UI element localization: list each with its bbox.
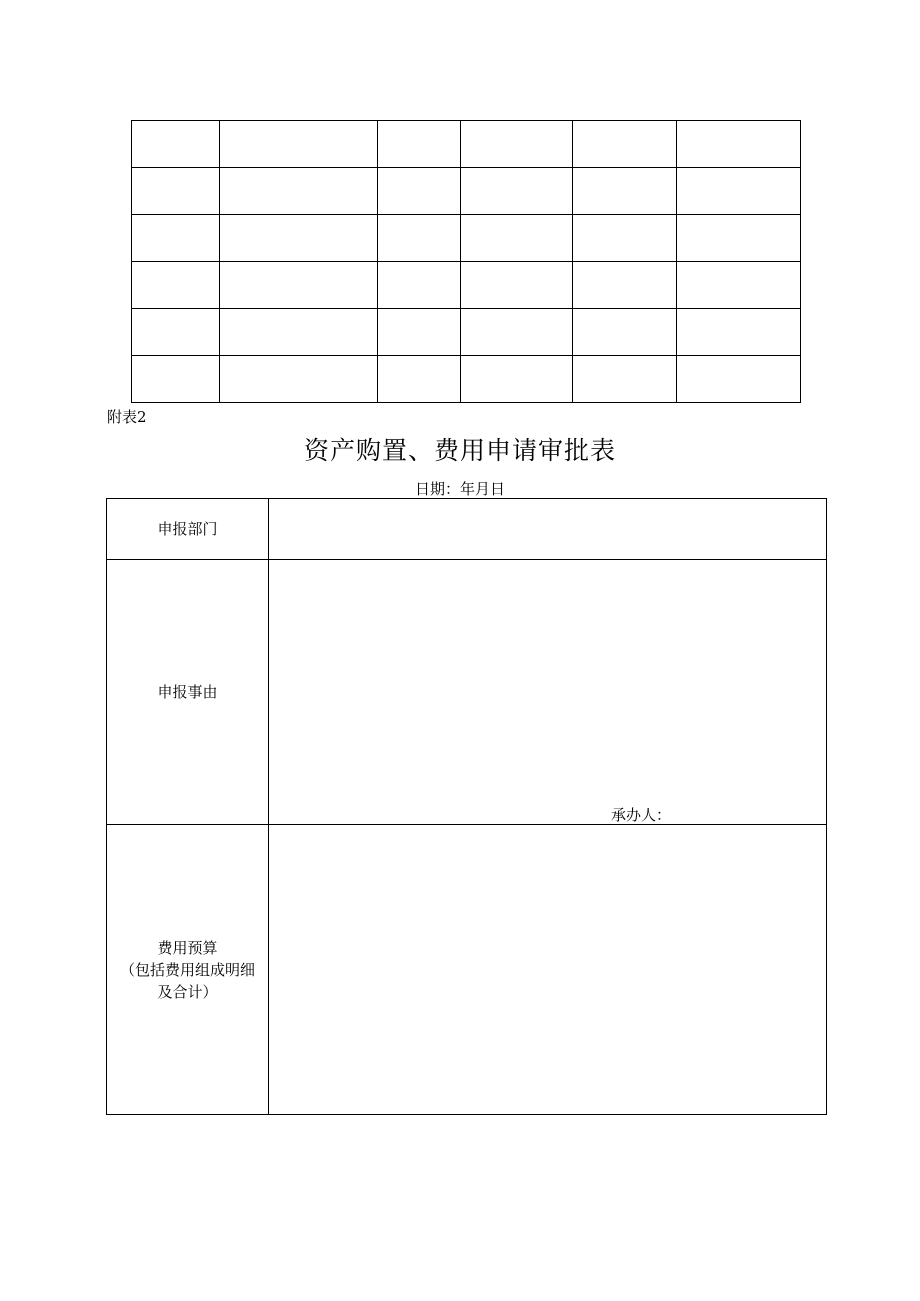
table-cell[interactable] xyxy=(573,309,677,356)
table-row xyxy=(132,168,801,215)
table-cell[interactable] xyxy=(220,262,378,309)
table-cell[interactable] xyxy=(132,215,220,262)
table-cell[interactable] xyxy=(220,168,378,215)
table-cell[interactable] xyxy=(132,309,220,356)
budget-field[interactable] xyxy=(269,825,827,1115)
appendix-label: 附表2 xyxy=(107,408,147,426)
table-cell[interactable] xyxy=(677,262,801,309)
table-cell[interactable] xyxy=(132,262,220,309)
table-row xyxy=(132,215,801,262)
table-cell[interactable] xyxy=(573,356,677,403)
table-cell[interactable] xyxy=(677,215,801,262)
table-cell[interactable] xyxy=(220,215,378,262)
department-field[interactable] xyxy=(269,499,827,560)
budget-row xyxy=(107,825,827,1115)
table-cell[interactable] xyxy=(378,262,461,309)
table-row xyxy=(132,121,801,168)
table-cell[interactable] xyxy=(220,121,378,168)
reason-label: 申报事由 xyxy=(107,560,269,825)
table-cell[interactable] xyxy=(461,215,573,262)
table-cell[interactable] xyxy=(132,356,220,403)
table-cell[interactable] xyxy=(573,168,677,215)
date-line: 日期：年月日 xyxy=(414,480,505,498)
table-cell[interactable] xyxy=(461,121,573,168)
budget-label-line: 费用预算 xyxy=(157,938,218,957)
table-cell[interactable] xyxy=(378,168,461,215)
budget-label-line: 及合计） xyxy=(157,982,218,1001)
table-cell[interactable] xyxy=(677,309,801,356)
budget-label-line: （包括费用组成明细 xyxy=(119,960,255,979)
table-cell[interactable] xyxy=(461,356,573,403)
handler-label: 承办人： xyxy=(611,806,672,824)
table-cell[interactable] xyxy=(378,309,461,356)
table-cell[interactable] xyxy=(220,309,378,356)
table-cell[interactable] xyxy=(378,356,461,403)
table-cell[interactable] xyxy=(220,356,378,403)
table-cell[interactable] xyxy=(573,215,677,262)
table-cell[interactable] xyxy=(132,168,220,215)
table-cell[interactable] xyxy=(378,121,461,168)
form-title: 资产购置、费用申请审批表 xyxy=(303,436,616,465)
table-cell[interactable] xyxy=(461,309,573,356)
table-cell[interactable] xyxy=(677,121,801,168)
table-cell[interactable] xyxy=(677,356,801,403)
table-cell[interactable] xyxy=(461,168,573,215)
table-cell[interactable] xyxy=(461,262,573,309)
table-cell[interactable] xyxy=(677,168,801,215)
table-row xyxy=(132,309,801,356)
table-row xyxy=(132,356,801,403)
department-label: 申报部门 xyxy=(107,499,269,560)
table-cell[interactable] xyxy=(573,121,677,168)
table-cell[interactable] xyxy=(132,121,220,168)
reason-row xyxy=(107,560,827,825)
table-cell[interactable] xyxy=(378,215,461,262)
table-cell[interactable] xyxy=(573,262,677,309)
budget-label xyxy=(107,825,269,1115)
blank-grid-table xyxy=(131,120,801,403)
department-row xyxy=(107,499,827,560)
approval-form-table xyxy=(106,498,827,1115)
table-row xyxy=(132,262,801,309)
reason-field[interactable] xyxy=(269,560,827,825)
